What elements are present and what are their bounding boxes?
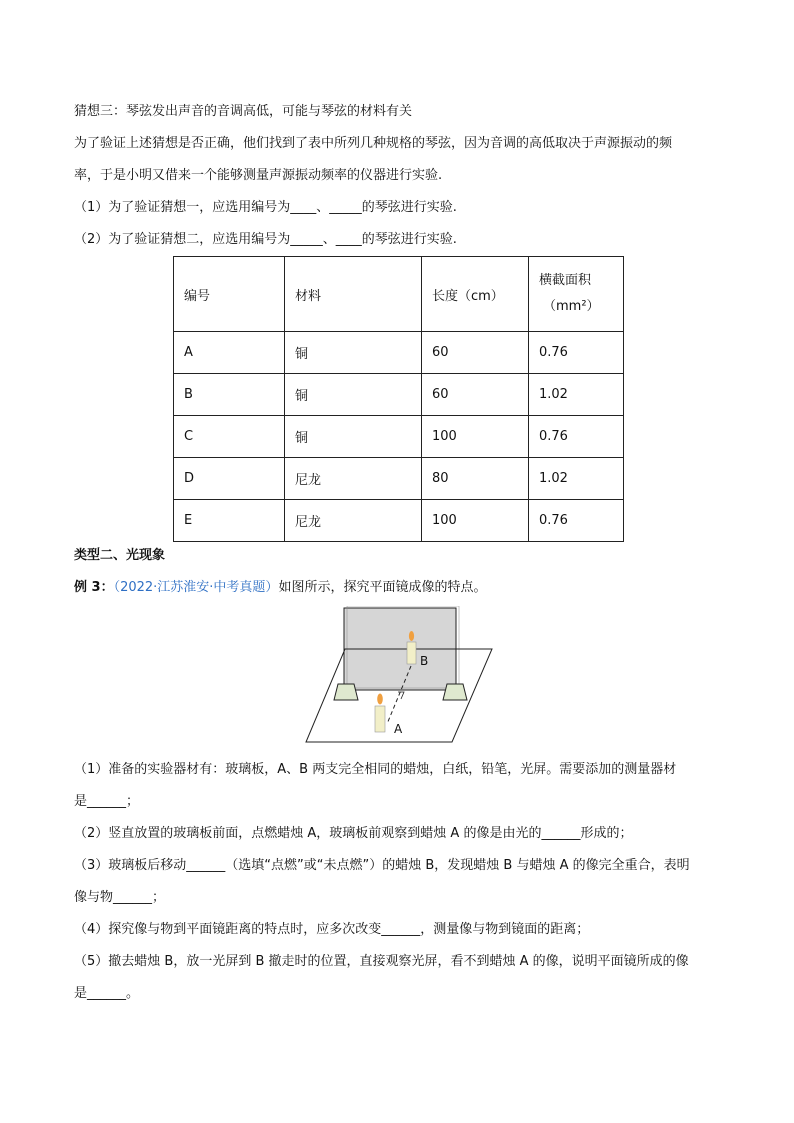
cell-length: 100 [422,500,529,542]
cell-length: 60 [422,332,529,374]
candle-a-flame-icon [377,694,383,705]
cell-length: 80 [422,458,529,500]
cell-length: 60 [422,374,529,416]
type-title: 类型二、光现象 [74,548,166,563]
part1-line-2: 是______； [74,794,140,809]
header-length: 长度（cm） [422,257,529,332]
left-holder [334,684,358,700]
question-2: （2）为了验证猜想二，应选用编号为_____、____的琴弦进行实验. [74,232,457,247]
example-text: 如图所示，探究平面镜成像的特点。 [278,580,487,595]
label-a: A [394,722,403,736]
part2-line: （2）竖直放置的玻璃板前面，点燃蜡烛 A，玻璃板前观察到蜡烛 A 的像是由光的______形成的； [74,826,633,841]
candle-a [375,706,385,732]
header-area-unit: （mm²） [543,299,600,314]
header-material: 材料 [285,257,422,332]
cell-area: 0.76 [529,500,624,542]
cell-area: 1.02 [529,458,624,500]
candle-b [407,642,416,664]
example-source: （2022·江苏淮安·中考真题） [113,580,279,595]
header-area-label: 横截面积 [539,273,592,288]
intro-line-2: 率，于是小明又借来一个能够测量声源振动频率的仪器进行实验. [74,168,443,183]
part5-line-2: 是______。 [74,986,140,1001]
cell-id: A [174,332,285,374]
example-label: 例 3： [74,580,114,595]
cell-material: 铜 [285,416,422,458]
cell-material: 尼龙 [285,500,422,542]
cell-area: 0.76 [529,332,624,374]
part3-line-2: 像与物______； [74,890,166,905]
part1-line-1: （1）准备的实验器材有：玻璃板，A、B 两支完全相同的蜡烛，白纸，铅笔，光屏。需要添加的测量器材 [74,762,677,777]
table-row [174,374,624,416]
header-area [529,257,624,332]
string-spec-table [173,256,624,542]
example-line [74,578,486,598]
question-1: （1）为了验证猜想一，应选用编号为____、_____的琴弦进行实验. [74,200,457,215]
header-id: 编号 [174,257,285,332]
table-row [174,332,624,374]
table-row [174,500,624,542]
cell-material: 铜 [285,374,422,416]
cell-material: 铜 [285,332,422,374]
cell-id: E [174,500,285,542]
table-row [174,458,624,500]
right-holder [443,684,467,700]
cell-id: C [174,416,285,458]
plane-mirror-figure [300,606,500,746]
part5-line-1: （5）撤去蜡烛 B，放一光屏到 B 撤走时的位置，直接观察光屏，看不到蜡烛 A 的像，说明平面镜所成的像 [74,954,689,969]
intro-line-1: 为了验证上述猜想是否正确，他们找到了表中所列几种规格的琴弦，因为音调的高低取决于声源振动的频 [74,136,673,151]
hypothesis-three: 猜想三：琴弦发出声音的音调高低，可能与琴弦的材料有关 [74,104,413,119]
table-header-row [174,257,624,332]
cell-id: D [174,458,285,500]
part4-line: （4）探究像与物到平面镜距离的特点时，应多次改变______，测量像与物到镜面的距离； [74,922,590,937]
cell-id: B [174,374,285,416]
part3-line-1: （3）玻璃板后移动______（选填“点燃”或“未点燃”）的蜡烛 B，发现蜡烛 B 与蜡烛 A 的像完全重合，表明 [74,858,690,873]
cell-area: 0.76 [529,416,624,458]
cell-length: 100 [422,416,529,458]
cell-area: 1.02 [529,374,624,416]
label-b: B [420,654,429,668]
cell-material: 尼龙 [285,458,422,500]
candle-b-flame-icon [409,631,414,641]
table-row [174,416,624,458]
